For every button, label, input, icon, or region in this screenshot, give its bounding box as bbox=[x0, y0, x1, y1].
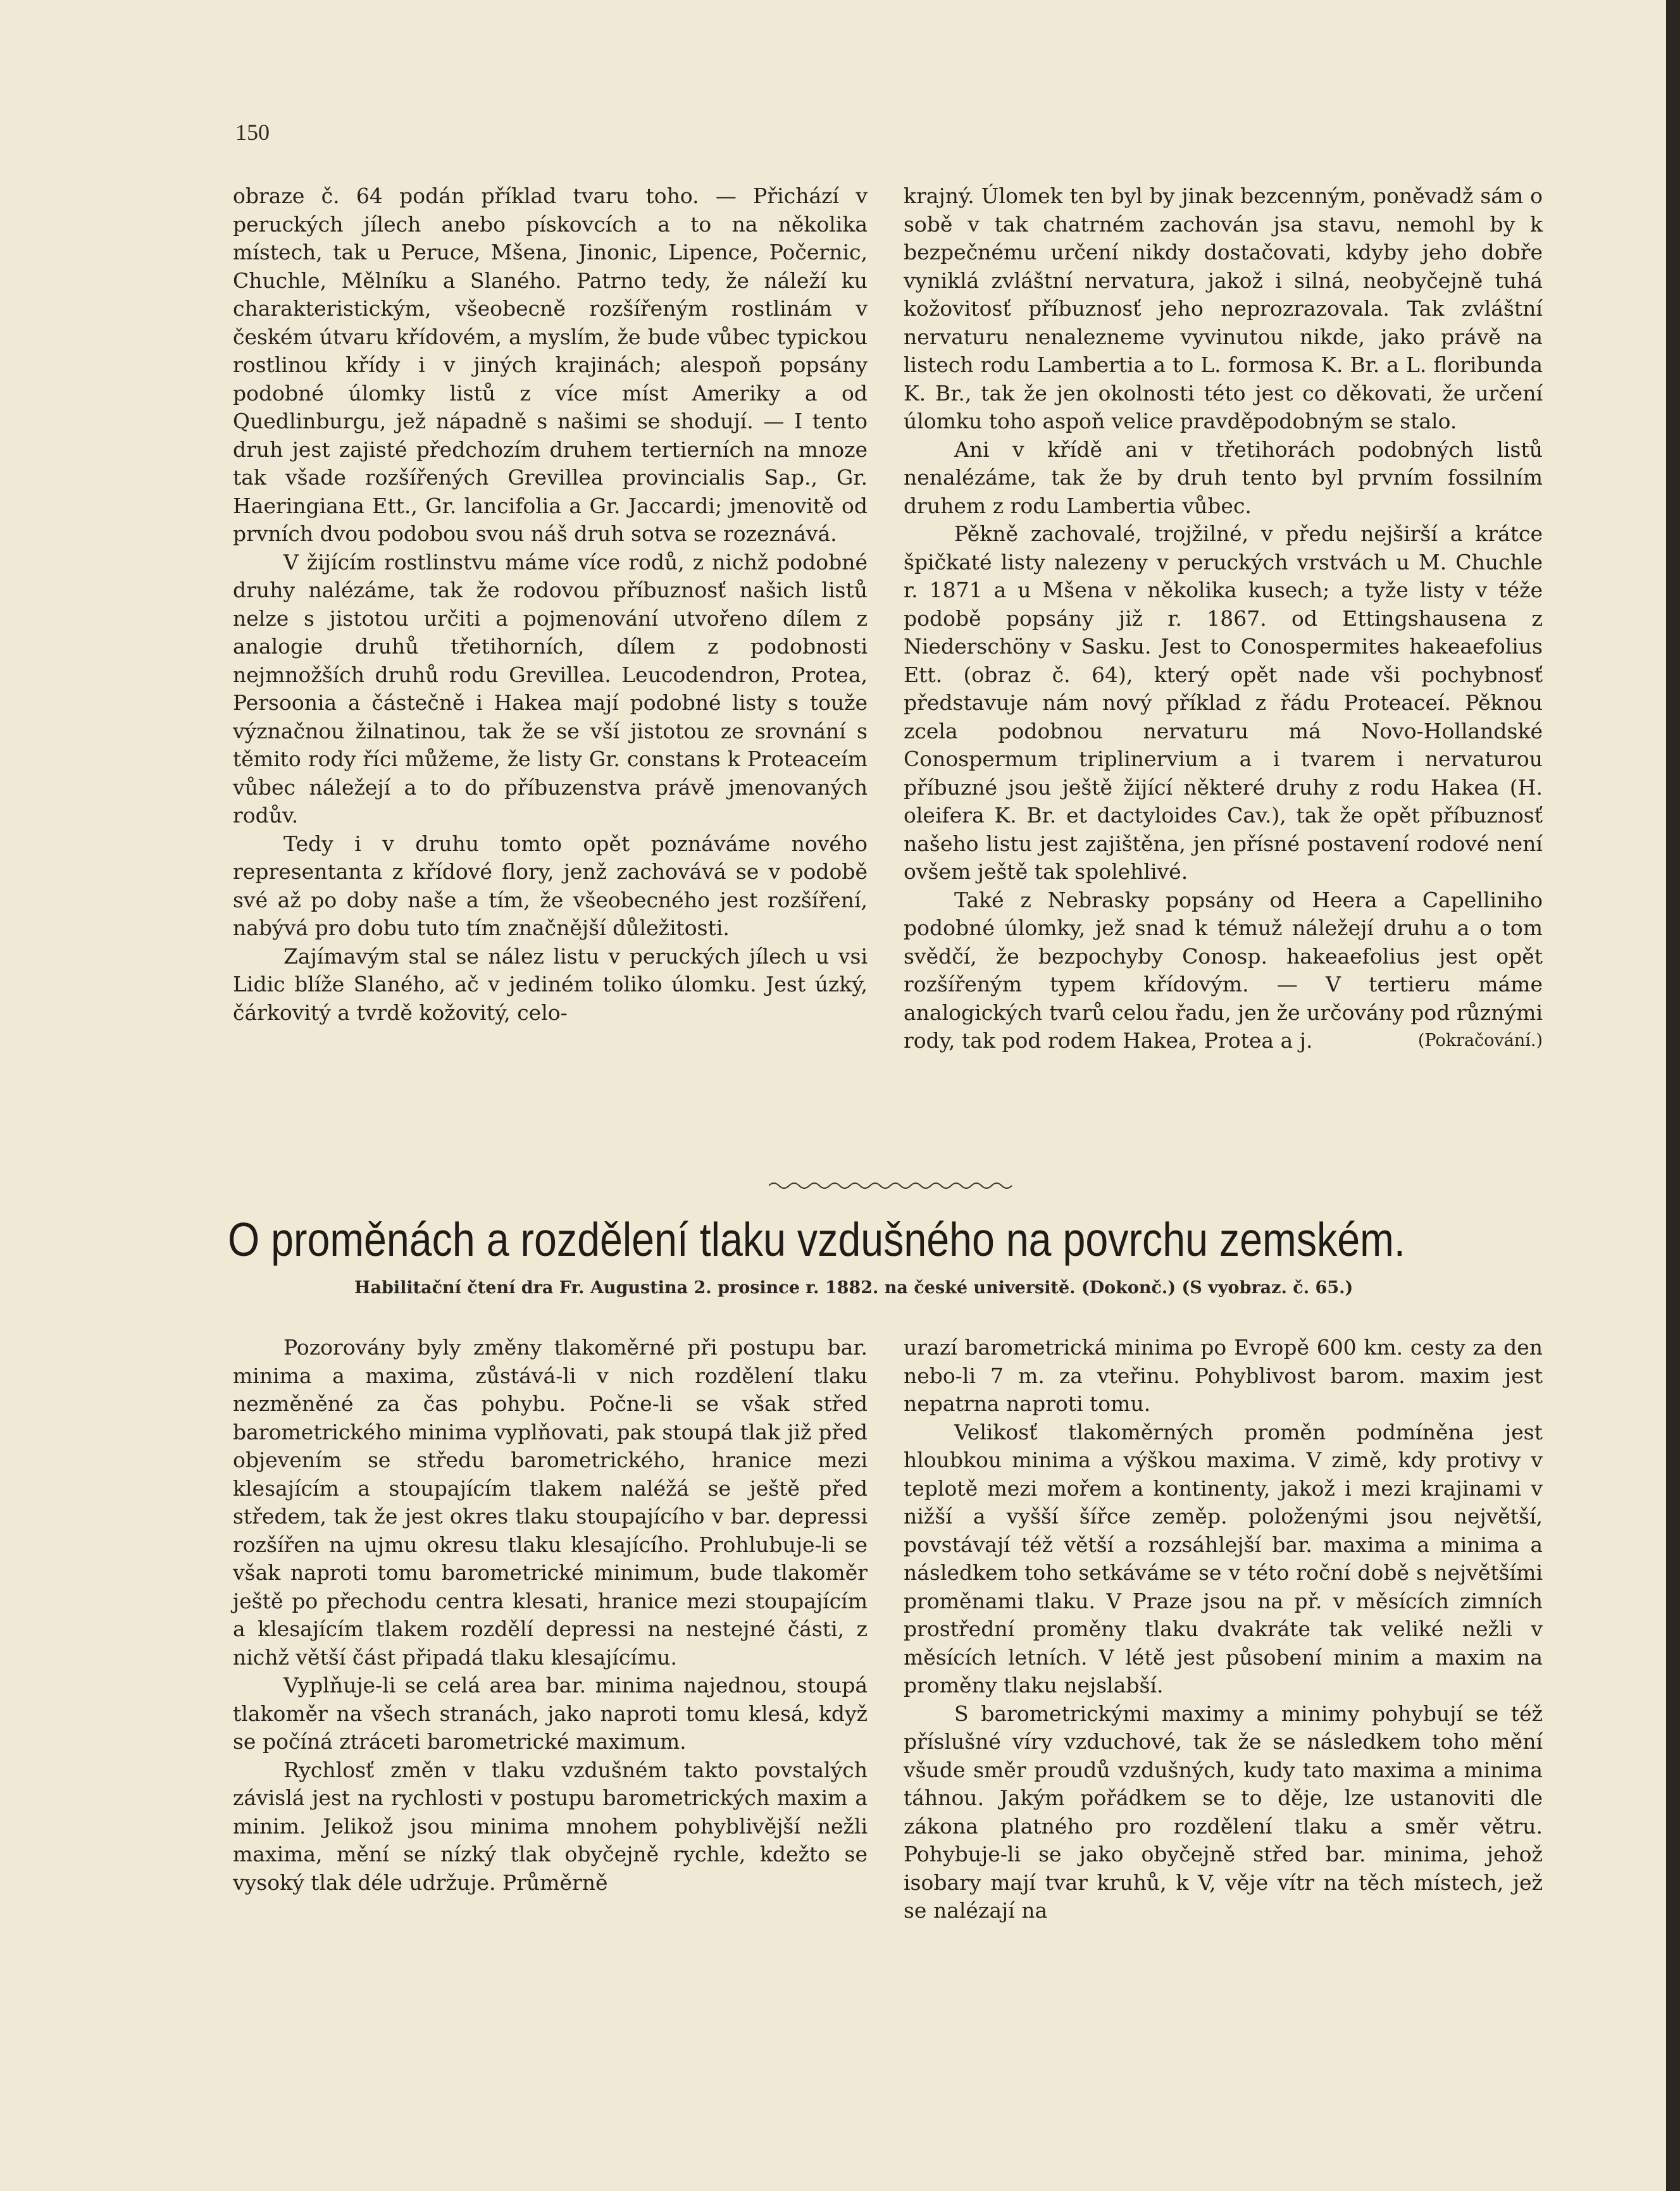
continued-note: (Pokračování.) bbox=[1417, 1031, 1543, 1050]
paragraph: Vyplňuje-li se celá area bar. minima najednou, stoupá tlakoměr na všech stranách, jako naproti tomu klesá, když se počíná ztráceti barometrické maximum. bbox=[233, 1673, 868, 1754]
paragraph: V žijícím rostlinstvu máme více rodů, z nichž podobné druhy nalézáme, tak že rodovou příbuznosť našich listů nelze s jistotou určiti a pojmenování utvořeno dílem z analogie druhů třetihorních, dílem z podobnosti nejmnožších druhů rodu Grevillea. Leucodendron, Protea, Persoonia a částečně i Hakea mají podobné listy s touže význačnou žilnatinou, tak že se vší jistotou ze srovnání s těmito rody říci můžeme, že listy Gr. constans k Proteaceím vůbec náležejí a to do příbuzenstva právě jmenovaných rodův. bbox=[233, 549, 868, 828]
scan-edge bbox=[1666, 0, 1680, 2191]
paragraph: Rychlosť změn v tlaku vzdušném takto povstalých závislá jest na rychlosti v postupu barometrických maxim a minim. Jelikož jsou minima mnohem pohyblivější nežli maxima, mění se nízký tlak obyčejně rychle, kdežto se vysoký tlak déle udržuje. Průměrně bbox=[233, 1757, 868, 1895]
paragraph: S barometrickými maximy a minimy pohybují se též příslušné víry vzduchové, tak že se následkem toho mění všude směr proudů vzdušných, kudy tato maxima a minima táhnou. Jakým pořádkem se to děje, lze ustanoviti dle zákona platného pro rozdělení tlaku a směr větru. Pohybuje-li se jako obyčejně střed bar. minima, jehož isobary mají tvar kruhů, k V, věje vítr na těch místech, jež se nalézají na bbox=[904, 1701, 1543, 1923]
article-subtitle: Habilitační čtení dra Fr. Augustina 2. prosince r. 1882. na české universitě. (Dokonč.) (S vyobraz. č. 65.) bbox=[354, 1278, 1353, 1298]
paragraph: Pěkně zachovalé, trojžilné, v předu nejširší a krátce špičkaté listy nalezeny v peruckých vrstvách u M. Chuchle r. 1871 a u Mšena v několika kusech; a tyže listy v téže podobě popsány již r. 1867. od Ettingshausena z Niederschöny v Sasku. Jest to Conospermites hakeaefolius Ett. (obraz č. 64), který opět nade vši pochybnosť představuje nám nový příklad z řádu Proteaceí. Pěknou zcela podobnou nervaturu má Novo-Hollandské Conospermum triplinervium a i tvarem i nervaturou příbuzné jsou ještě žijící některé druhy z rodu Hakea (H. oleifera K. Br. et dactyloides Cav.), tak že opět příbuznosť našeho listu jest zajištěna, jen přísné postavení rodové není ovšem ještě tak spolehlivé. bbox=[904, 521, 1543, 884]
page-number: 150 bbox=[235, 120, 270, 145]
paragraph: urazí barometrická minima po Evropě 600 km. cesty za den nebo-li 7 m. za vteřinu. Pohyblivost barom. maxim jest nepatrna naproti tomu. bbox=[904, 1335, 1543, 1416]
paragraph: Pozorovány byly změny tlakoměrné při postupu bar. minima a maxima, zůstává-li v nich rozdělení tlaku nezměněné za čas pohybu. Počne-li se však střed barometrického minima vyplňovati, pak stoupá tlak již před objevením se středu barometrického, hranice mezi klesajícím a stoupajícím tlakem naléžá se ještě před středem, tak že jest okres tlaku stoupajícího v bar. depressi rozšířen na ujmu okresu tlaku klesajícího. Prohlubuje-li se však naproti tomu barometrické minimum, bude tlakoměr ještě po přechodu centra klesati, hranice mezi stoupajícím a klesajícím tlakem rozdělí depressi na nestejné části, z nichž větší část připadá tlaku klesajícímu. bbox=[233, 1335, 868, 1670]
article-title: O proměnách a rozdělení tlaku vzdušného na povrchu zemském. bbox=[228, 1213, 1405, 1266]
paragraph: krajný. Úlomek ten byl by jinak bezcenným, poněvadž sám o sobě v tak chatrném zachován jsa stavu, nemohl by k bezpečnému určení nikdy dostačovati, kdyby jeho dobře vyniklá zvláštní nervatura, jakož i silná, neobyčejně tuhá kožovitosť příbuznosť jeho neprozrazovala. Tak zvláštní nervaturu nenalezneme vyvinutou nikde, jako právě na listech rodu Lambertia a to L. formosa K. Br. a L. floribunda K. Br., tak že jen okolnosti této jest co děkovati, že určení úlomku toho aspoň velice pravděpodobným se stalo. bbox=[904, 183, 1543, 433]
paragraph: Velikosť tlakoměrných proměn podmíněna jest hloubkou minima a výškou maxima. V zimě, kdy protivy v teplotě mezi mořem a kontinenty, jakož i mezi krajinami v nižší a vyšší šířce zeměp. položenými jsou největší, povstávají též větší a rozsáhlejší bar. maxima a minima a následkem toho setkáváme se v této roční době s největšími proměnami tlaku. V Praze jsou na př. v měsících zimních prostřední proměny tlaku dvakráte tak veliké nežli v měsících letních. V létě jest působení minim a maxim na proměny tlaku nejslabší. bbox=[904, 1419, 1543, 1698]
column-top-right bbox=[904, 182, 1543, 1055]
column-bottom-right bbox=[904, 1334, 1543, 1925]
paragraph: Tedy i v druhu tomto opět poznáváme nového representanta z křídové flory, jenž zachovává se v podobě své až po doby naše a tím, že všeobecného jest rozšíření, nabývá pro dobu tuto tím značnější důležitosti. bbox=[233, 831, 868, 940]
paragraph: Ani v křídě ani v třetihorách podobných listů nenalézáme, tak že by druh tento byl prvním fossilním druhem z rodu Lambertia vůbec. bbox=[904, 437, 1543, 518]
column-top-left bbox=[233, 182, 868, 1027]
paragraph: Zajímavým stal se nález listu v peruckých jílech u vsi Lidic blíže Slaného, ač v jediném toliko úlomku. Jest úzký, čárkovitý a tvrdě kožovitý, celo- bbox=[233, 943, 868, 1025]
column-bottom-left bbox=[233, 1334, 868, 1897]
paragraph bbox=[904, 886, 1543, 1055]
ornamental-divider bbox=[769, 1178, 1016, 1193]
paragraph: obraze č. 64 podán příklad tvaru toho. — Přichází v peruckých jílech anebo pískovcích a to na několika místech, tak u Peruce, Mšena, Jinonic, Lipence, Počernic, Chuchle, Mělníku a Slaného. Patrno tedy, že náleží ku charakteristickým, všeobecně rozšířeným rostlinám v českém útvaru křídovém, a myslím, že bude vůbec typickou rostlinou křídy i v jiných krajinách; alespoň popsány podobné úlomky listů z více míst Ameriky a od Quedlinburgu, jež nápadně s našimi se shodují. — I tento druh jest zajisté předchozím druhem tertierních na mnoze tak všade rozšířených Grevillea provincialis Sap., Gr. Haeringiana Ett., Gr. lancifolia a Gr. Jaccardi; jmenovitě od prvních dvou podobou svou náš druh sotva se rozeznává. bbox=[233, 183, 868, 546]
paragraph-text: Také z Nebrasky popsány od Heera a Capelliniho podobné úlomky, jež snad k témuž náležejí druhu a o tom svědčí, že bezpochyby Conosp. hakeaefolius jest opět rozšířeným typem křídovým. — V tertieru máme analogických tvarů celou řadu, jen že určovány pod různými rody, tak pod rodem Hakea, Protea a j. bbox=[904, 887, 1543, 1053]
